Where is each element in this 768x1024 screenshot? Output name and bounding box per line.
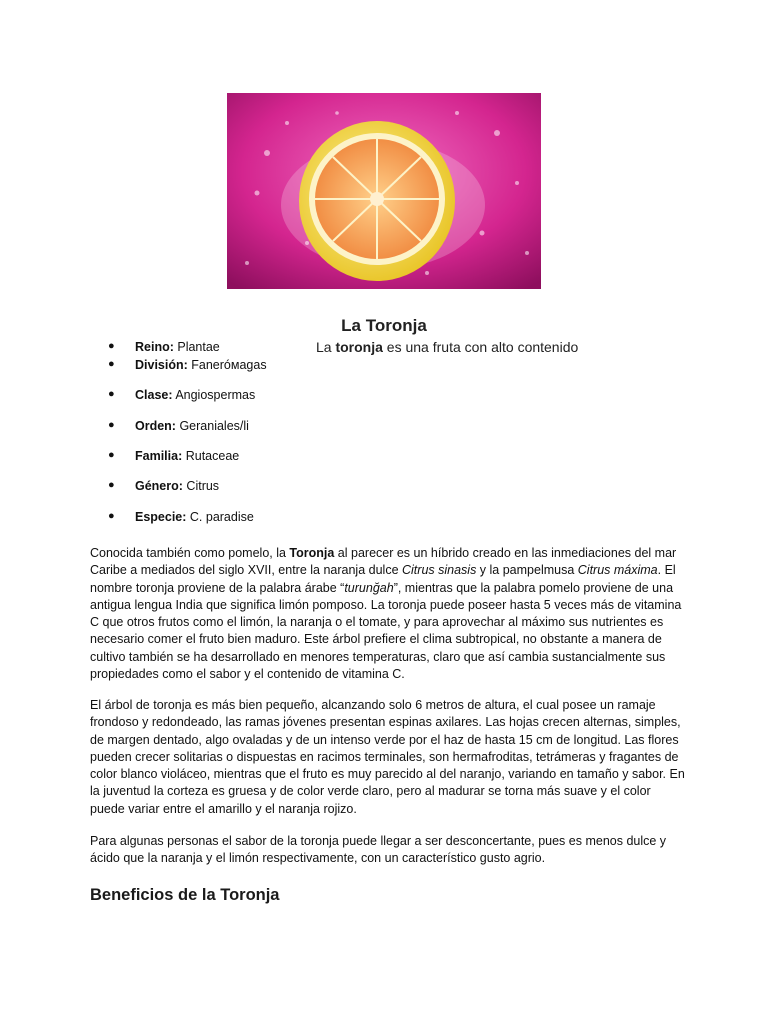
paragraph-taste: Para algunas personas el sabor de la toronja puede llegar a ser desconcertante, pues es menos dulce y ácido que la naranja y el limón respectivamente, con un característico gusto agrio. [90,834,667,866]
grapefruit-photo [227,93,541,289]
list-item: ● Especie: C. paradise [108,510,254,524]
list-item: ● Orden: Geraniales/li [108,419,249,433]
list-item: ● División: Faneróмagas [108,358,267,372]
list-item: ● Familia: Rutaceae [108,449,240,463]
list-item: ● Género: Citrus [108,479,220,493]
paragraph-tree: El árbol de toronja es más bien pequeño, alcanzando solo 6 metros de altura, el cual posee un ramaje frondoso y redondeado, las ramas jóvenes presentan espinas axilares. Las hojas crecen alternas, simples, de margen dentado, algo ovaladas y de un intenso verde por el haz de hasta 15 cm de longitud. Las flores pueden crecer solitarias o dispuestas en racimos terminales, son hermafroditas, tetrámeras y fragantes de color blanco violáceo, mientras que el fruto es muy parecido al del naranjo, variando en tamaño y sabor. En la juventud la corteza es gruesa y de color verde claro, pero al madurar se torna más suave y el color puede variar entre el amarillo y el naranja rojizo. [90,698,685,816]
paragraph-origin: Conocida también como pomelo, la Toronja al parecer es un híbrido creado en las inmediaciones del mar Caribe a mediados del siglo XVII, entre la naranja dulce Citrus sinasis y la pampelmusa Citrus máxima. El nombre toronja proviene de la palabra árabe “turunğah”, mientras que la palabra pomelo proviene de una antigua lengua India que significa limón pomposo. La toronja puede poseer hasta 5 veces más de vitamina C que otros frutos como el limón, la naranja o el tomate, y para aprovechar al máximo sus nutrientes es necesario comer el fruto bien maduro. Este árbol prefiere el clima subtropical, no obstante a manera de cultivo también se ha desarrollado en menores temperaturas, claro que así cambia sustancialmente sus propiedades como el sabor y el contenido de vitamina C. [90,546,682,682]
page-title: La Toronja [341,316,427,335]
list-item: ● Clase: Angiospermas [108,388,256,402]
section-heading: Beneficios de la Toronja [90,886,280,904]
intro-text: La toronja es una fruta con alto contenido [316,339,579,355]
list-item: ● Reino: Plantae [108,340,220,354]
